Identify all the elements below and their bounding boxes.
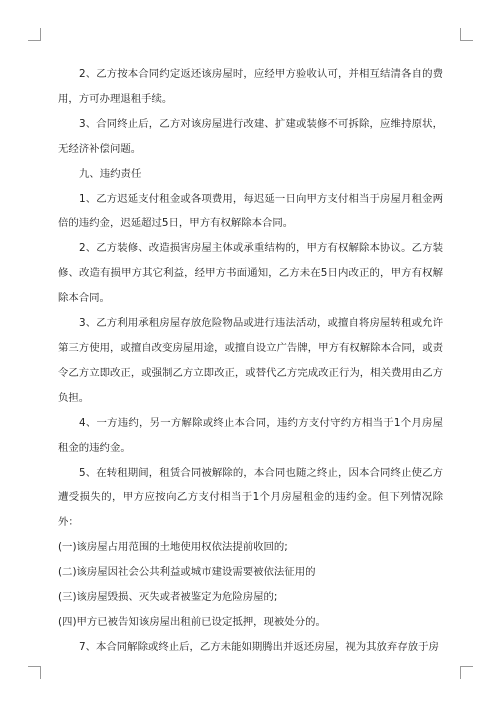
list-item-exception-4: (四)甲方已被告知该房屋出租前已设定抵押，现被处分的。 xyxy=(58,615,326,628)
list-item-exception-1: (一)该房屋占用范围的土地使用权依法提前收回的; xyxy=(58,541,288,554)
section-heading-liability: 九、违约责任 xyxy=(79,167,142,180)
crop-mark-top-right xyxy=(460,28,473,41)
paragraph-vacate-premises: 7、本合同解除或终止后，乙方未能如期腾出并返还房屋，视为其放弃存放于房 xyxy=(79,640,439,653)
paragraph-renovation-after-termination: 3、合同终止后，乙方对该房屋进行改建、扩建或装修不可拆除，应维持原状，无经济补偿问题。 xyxy=(58,117,443,155)
paragraph-sublease-termination: 5、在转租期间，租赁合同被解除的，本合同也随之终止，因本合同终止使乙方遭受损失的，甲方应按向乙方支付相当于1个月房屋租金的违约金。但下列情况除外： xyxy=(58,466,443,529)
paragraph-structural-damage: 2、乙方装修、改造损害房屋主体或承重结构的，甲方有权解除本协议。乙方装修、改造有损甲方其它利益，经甲方书面通知，乙方未在5日内改正的，甲方有权解除本合同。 xyxy=(58,242,443,305)
crop-mark-bottom-right xyxy=(460,666,473,679)
paragraph-breach-penalty: 4、一方违约，另一方解除或终止本合同，违约方支付守约方相当于1个月房屋租金的违约金。 xyxy=(58,416,443,454)
crop-mark-bottom-left xyxy=(28,666,41,679)
list-item-exception-3: (三)该房屋毁损、灭失或者被鉴定为危险房屋的; xyxy=(58,591,278,604)
paragraph-illegal-use: 3、乙方利用承租房屋存放危险物品或进行违法活动，或擅自将房屋转租或允许第三方使用，或擅自改变房屋用途，或擅自设立广告牌，甲方有权解除本合同，或责令乙方立即改正，或强制乙方立即改正，或替代乙方完成改正行为，相关费用由乙方负担。 xyxy=(58,317,443,404)
paragraph-return-house: 2、乙方按本合同约定返还该房屋时，应经甲方验收认可，并相互结清各自的费用，方可办理退租手续。 xyxy=(58,68,443,105)
paragraph-late-payment: 1、乙方迟延支付租金或各项费用，每迟延一日向甲方支付相当于房屋月租金两倍的违约金，迟延超过5日，甲方有权解除本合同。 xyxy=(58,192,443,230)
document-body xyxy=(58,62,443,660)
list-item-exception-2: (二)该房屋因社会公共利益或城市建设需要被依法征用的 xyxy=(58,566,316,579)
crop-mark-top-left xyxy=(28,28,41,41)
